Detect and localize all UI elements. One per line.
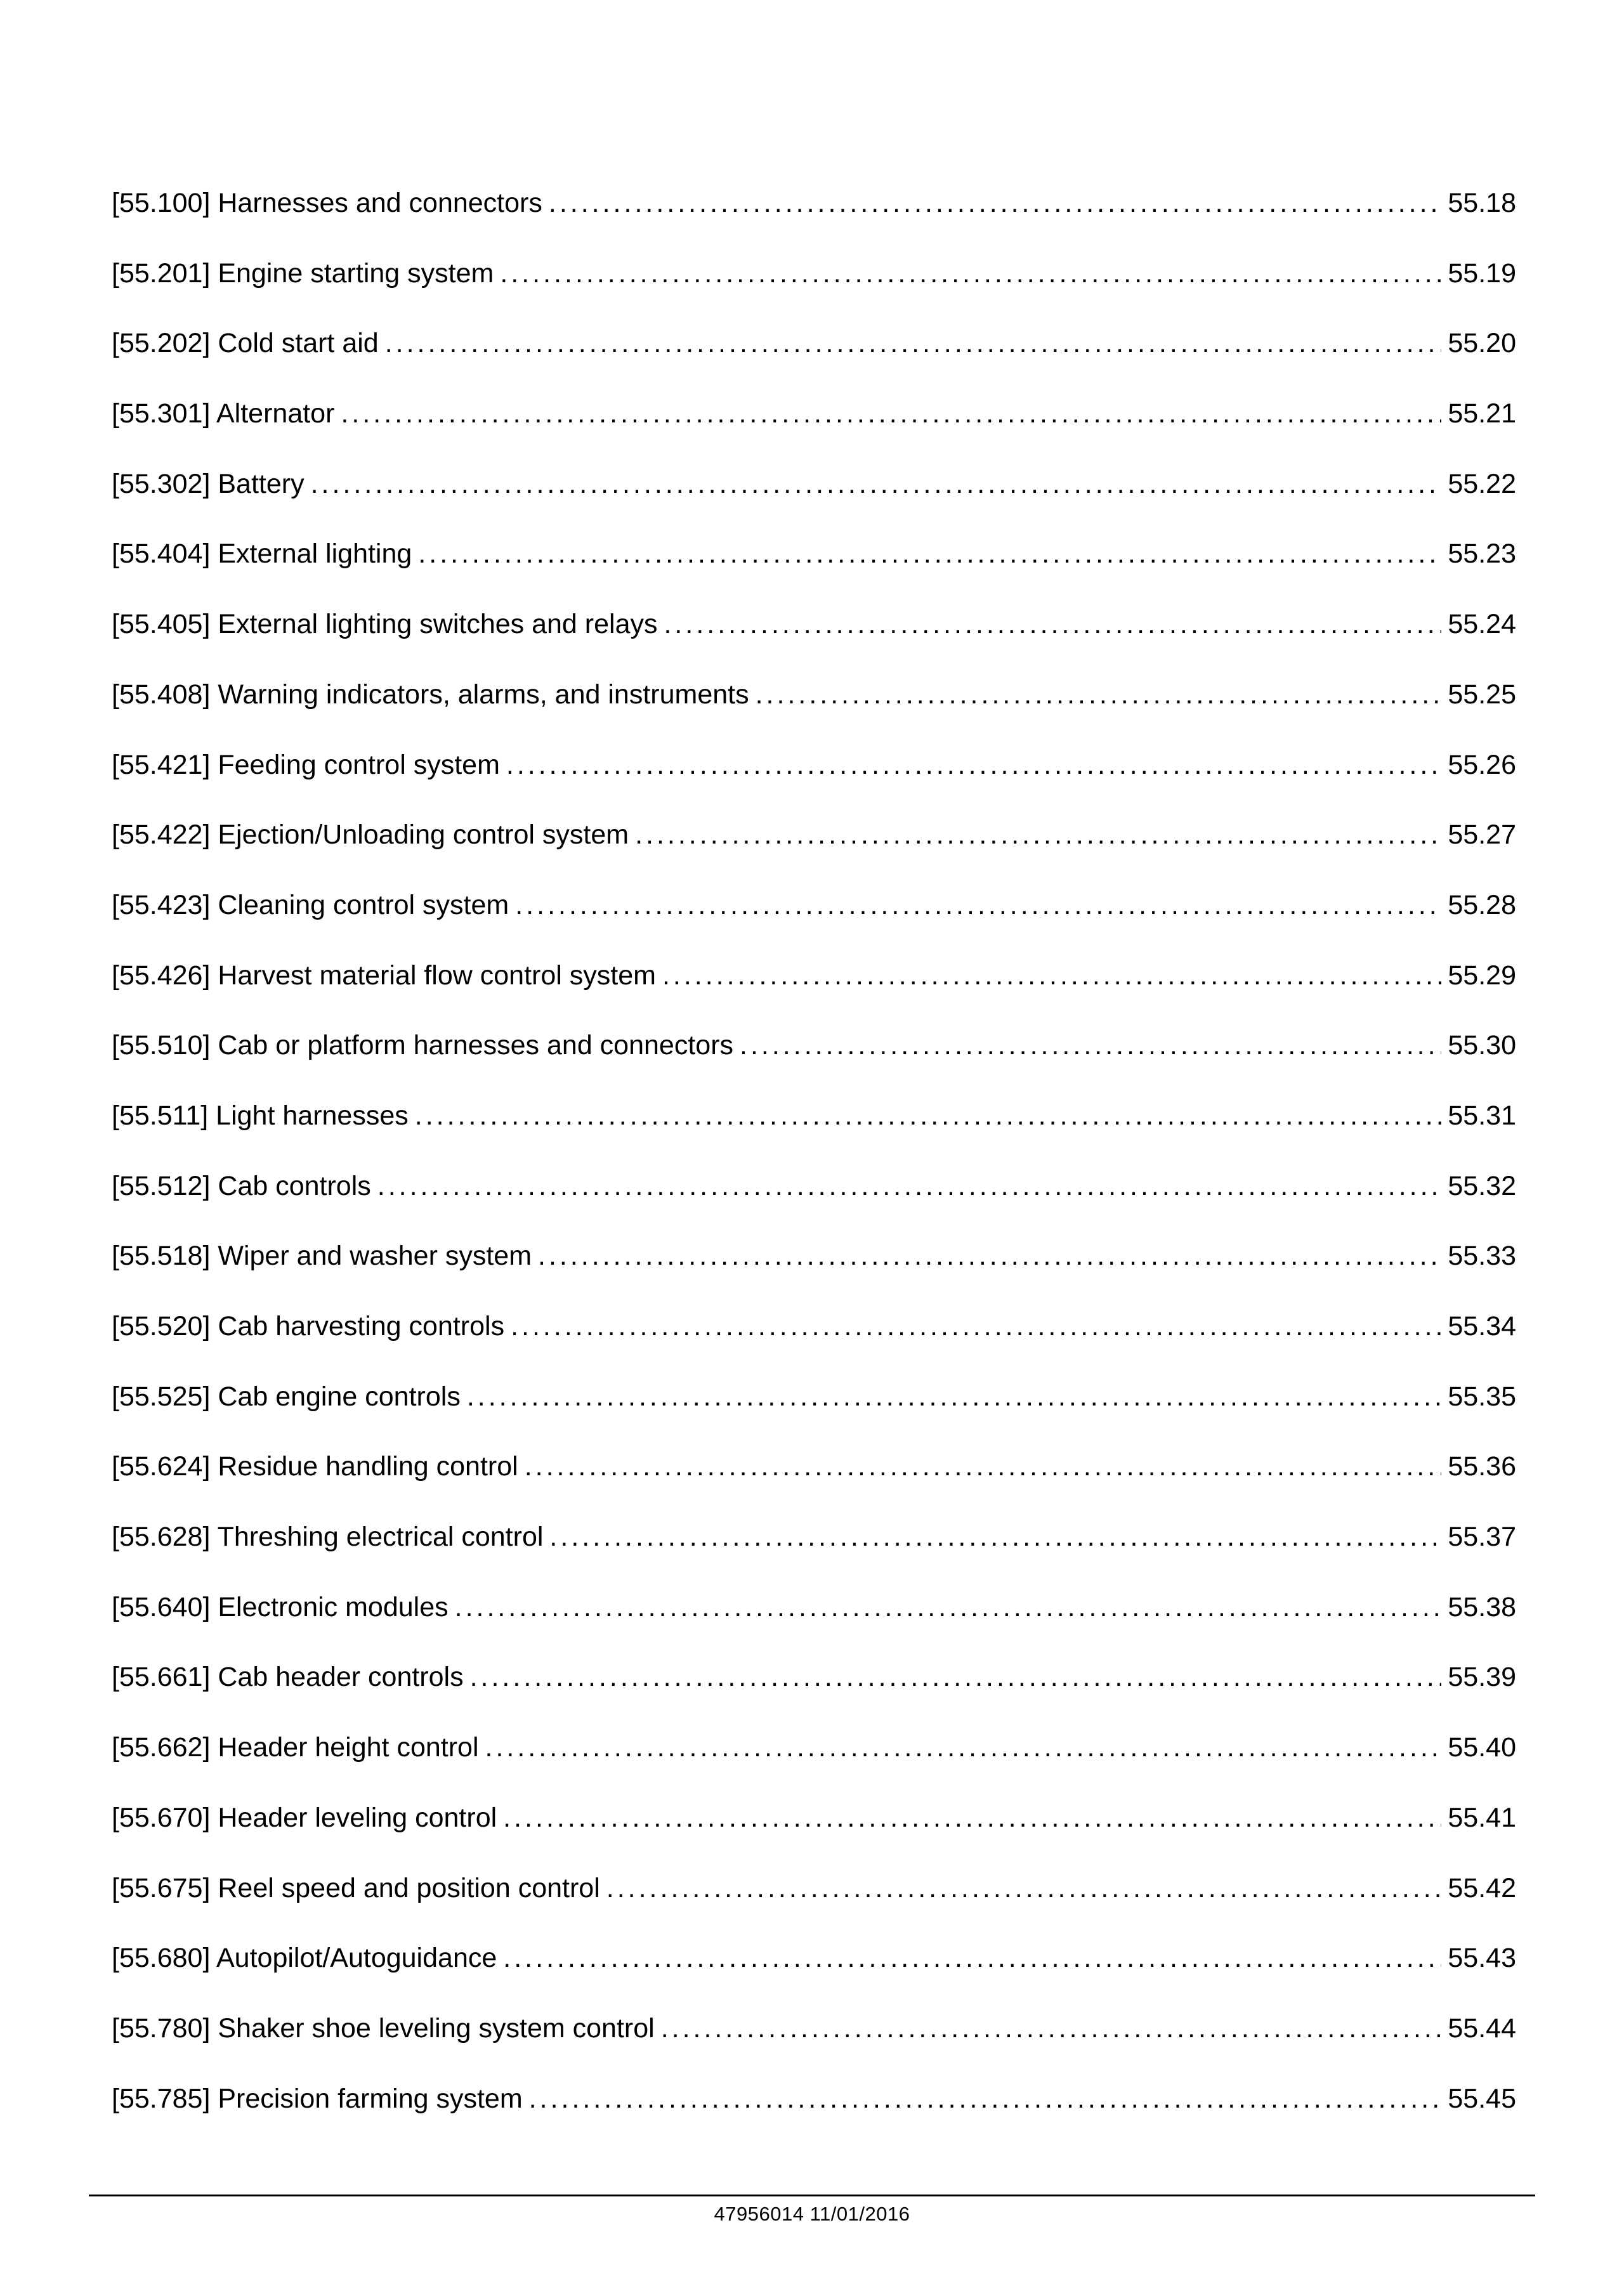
toc-entry-label: [55.640] Electronic modules [112, 1591, 449, 1622]
toc-entry [112, 519, 1516, 589]
toc-entry-label: [55.301] Alternator [112, 398, 335, 429]
toc-entry-page-number: 55.20 [1448, 328, 1516, 359]
toc-entry-page-number: 55.28 [1448, 889, 1516, 920]
toc-dot-leader [385, 308, 1442, 379]
toc-dot-leader [503, 1783, 1441, 1853]
toc-entry-label: [55.512] Cab controls [112, 1170, 371, 1201]
toc-entry-label: [55.670] Header leveling control [112, 1802, 497, 1833]
toc-entry-label: [55.202] Cold start aid [112, 328, 379, 359]
toc-entry-page-number: 55.42 [1448, 1872, 1516, 1903]
toc-entry-page-number: 55.26 [1448, 749, 1516, 780]
toc-entry-page-number: 55.45 [1448, 2083, 1516, 2114]
toc-dot-leader [311, 449, 1442, 519]
toc-entry-label: [55.628] Threshing electrical control [112, 1522, 544, 1553]
toc-entry [112, 730, 1516, 800]
toc-entry-label: [55.518] Wiper and washer system [112, 1241, 532, 1272]
toc-entry [112, 1081, 1516, 1151]
toc-entry-page-number: 55.36 [1448, 1451, 1516, 1482]
page-footer [89, 2195, 1535, 2226]
toc-entry [112, 589, 1516, 660]
toc-entry-page-number: 55.30 [1448, 1030, 1516, 1061]
toc-dot-leader [549, 1502, 1441, 1572]
toc-entry [112, 1923, 1516, 1993]
toc-entry-page-number: 55.40 [1448, 1732, 1516, 1763]
toc-dot-leader [377, 1151, 1442, 1222]
toc-dot-leader [511, 1291, 1441, 1362]
toc-dot-leader [506, 730, 1442, 800]
toc-entry-label: [55.100] Harnesses and connectors [112, 188, 542, 218]
toc-entry-label: [55.525] Cab engine controls [112, 1381, 461, 1412]
toc-entry [112, 238, 1516, 309]
toc-dot-leader [525, 1432, 1442, 1502]
toc-dot-leader [538, 1221, 1441, 1291]
toc-entry [112, 168, 1516, 238]
toc-entry-label: [55.780] Shaker shoe leveling system control [112, 2012, 655, 2044]
toc-entry-page-number: 55.27 [1448, 819, 1516, 851]
toc-entry-label: [55.785] Precision farming system [112, 2083, 523, 2114]
toc-entry-label: [55.510] Cab or platform harnesses and connectors [112, 1030, 734, 1061]
toc-dot-leader [740, 1010, 1441, 1081]
toc-dot-leader [606, 1853, 1442, 1924]
toc-entry-label: [55.408] Warning indicators, alarms, and instruments [112, 679, 749, 710]
toc-entry [112, 1291, 1516, 1362]
toc-entry [112, 1712, 1516, 1783]
toc-entry [112, 1362, 1516, 1432]
toc-entry [112, 379, 1516, 449]
toc-entry [112, 1993, 1516, 2064]
toc-entry-label: [55.421] Feeding control system [112, 749, 500, 780]
toc-entry [112, 1010, 1516, 1081]
toc-entry [112, 449, 1516, 519]
toc-entry-page-number: 55.35 [1448, 1381, 1516, 1412]
toc-entry-page-number: 55.43 [1448, 1943, 1516, 1974]
toc-entry-page-number: 55.18 [1448, 188, 1516, 218]
toc-dot-leader [500, 238, 1441, 309]
toc-entry-label: [55.404] External lighting [112, 538, 412, 570]
toc-entry-page-number: 55.33 [1448, 1241, 1516, 1272]
toc-entry [112, 870, 1516, 941]
toc-entry [112, 1502, 1516, 1572]
toc-dot-leader [549, 168, 1442, 238]
toc-dot-leader [455, 1572, 1442, 1643]
toc-entry-page-number: 55.25 [1448, 679, 1516, 710]
toc-entry-label: [55.675] Reel speed and position control [112, 1872, 600, 1903]
toc-entry-page-number: 55.21 [1448, 398, 1516, 429]
toc-dot-leader [529, 2064, 1442, 2134]
toc-entry [112, 1572, 1516, 1643]
toc-entry [112, 308, 1516, 379]
toc-entry-label: [55.423] Cleaning control system [112, 889, 509, 920]
toc-entry-label: [55.661] Cab header controls [112, 1662, 464, 1693]
toc-entry [112, 2064, 1516, 2134]
toc-entry-page-number: 55.34 [1448, 1311, 1516, 1341]
toc-entry-page-number: 55.41 [1448, 1802, 1516, 1833]
toc-entry-page-number: 55.37 [1448, 1522, 1516, 1553]
toc-dot-leader [635, 800, 1441, 870]
toc-dot-leader [415, 1081, 1442, 1151]
toc-entry-label: [55.520] Cab harvesting controls [112, 1311, 505, 1341]
toc-dot-leader [485, 1712, 1442, 1783]
toc-entry-page-number: 55.24 [1448, 609, 1516, 640]
toc-list [112, 168, 1516, 2134]
toc-entry [112, 1642, 1516, 1712]
toc-dot-leader [664, 589, 1441, 660]
toc-entry-page-number: 55.29 [1448, 960, 1516, 991]
toc-entry-label: [55.511] Light harnesses [112, 1100, 409, 1131]
toc-entry-page-number: 55.38 [1448, 1591, 1516, 1622]
toc-entry-label: [55.662] Header height control [112, 1732, 479, 1763]
toc-entry-page-number: 55.44 [1448, 2012, 1516, 2044]
toc-entry-page-number: 55.19 [1448, 258, 1516, 289]
toc-entry-page-number: 55.31 [1448, 1100, 1516, 1131]
toc-entry [112, 800, 1516, 870]
toc-dot-leader [418, 519, 1441, 589]
toc-entry-label: [55.426] Harvest material flow control system [112, 960, 656, 991]
toc-dot-leader [470, 1642, 1442, 1712]
toc-entry-label: [55.680] Autopilot/Autoguidance [112, 1943, 497, 1974]
toc-dot-leader [515, 870, 1441, 941]
toc-entry [112, 1221, 1516, 1291]
toc-entry-label: [55.405] External lighting switches and relays [112, 609, 658, 640]
toc-entry [112, 1853, 1516, 1924]
toc-entry [112, 1432, 1516, 1502]
toc-entry [112, 1151, 1516, 1222]
toc-entry-label: [55.201] Engine starting system [112, 258, 494, 289]
toc-entry-page-number: 55.22 [1448, 468, 1516, 499]
toc-entry [112, 660, 1516, 730]
toc-entry-page-number: 55.23 [1448, 538, 1516, 570]
toc-entry [112, 941, 1516, 1011]
toc-entry-label: [55.422] Ejection/Unloading control system [112, 819, 629, 851]
toc-entry-page-number: 55.32 [1448, 1170, 1516, 1201]
toc-entry-label: [55.624] Residue handling control [112, 1451, 518, 1482]
toc-entry [112, 1783, 1516, 1853]
toc-dot-leader [503, 1923, 1441, 1993]
toc-entry-label: [55.302] Battery [112, 468, 304, 499]
toc-dot-leader [341, 379, 1441, 449]
footer-text: 47956014 11/01/2016 [714, 2203, 910, 2225]
toc-dot-leader [662, 941, 1441, 1011]
toc-dot-leader [661, 1993, 1442, 2064]
toc-dot-leader [467, 1362, 1442, 1432]
toc-entry-page-number: 55.39 [1448, 1662, 1516, 1693]
toc-dot-leader [756, 660, 1442, 730]
